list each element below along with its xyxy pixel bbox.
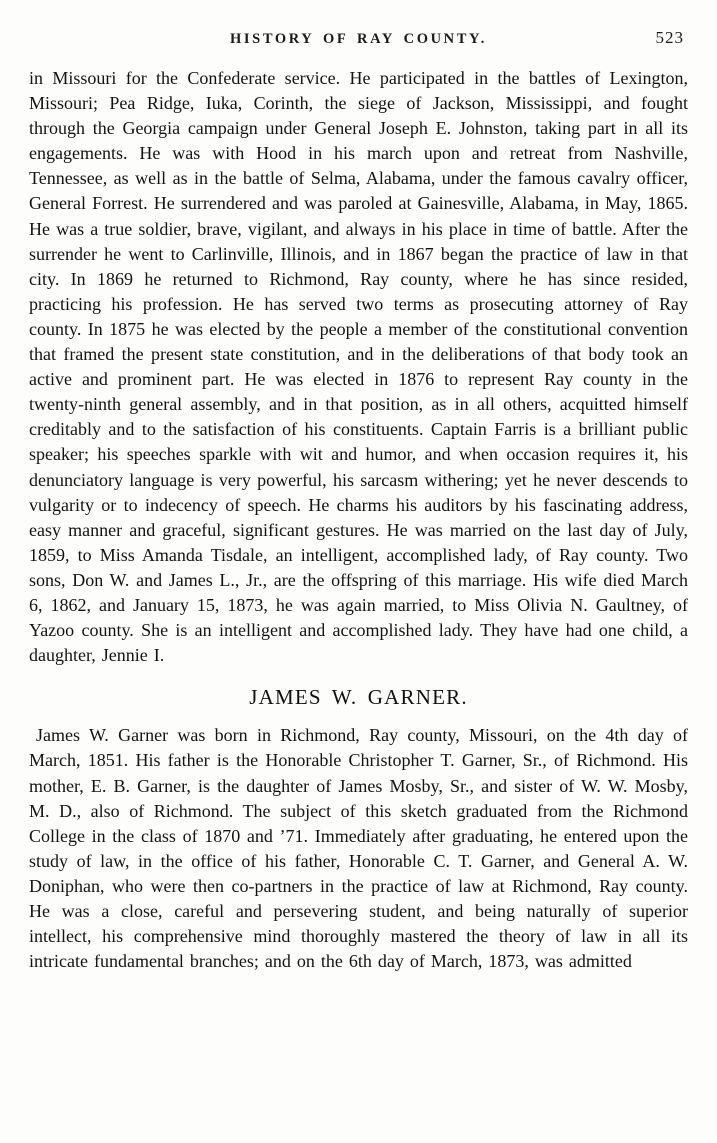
paragraph-farris-biography: in Missouri for the Confederate service. He participated in the battles of Lexington, Missouri; Pea Ridge, Iuka, Corinth, the siege of Jackson, Mississippi, and fought through the Georgia campaign under General Joseph E. Johnston, taking part in all its engagements. He was with Hood in his march upon and retreat from Nashville, Tennessee, as well as in the battle of Selma, Alabama, under the famous cavalry officer, General Forrest. He surrendered and was paroled at Gainesville, Alabama, in May, 1865. He was a true soldier, brave, vigilant, and always in his place in time of battle. After the surrender he went to Carlinville, Illinois, and in 1867 began the practice of law in that city. In 1869 he returned to Richmond, Ray county, where he has since resided, practicing his profession. He has served two terms as prosecuting attorney of Ray county. In 1875 he was elected by the people a member of the constitutional convention that framed the present state constitution, and in the deliberations of that body took an active and prominent part. He was elected in 1876 to represent Ray county in the twenty-ninth general assembly, and in that position, as in all others, acquitted himself creditably and to the satisfaction of his constituents. Captain Farris is a brilliant public speaker; his speeches sparkle with wit and humor, and when occasion requires it, his denunciatory language is very powerful, his sarcasm withering; yet he never descends to vulgarity or to indecency of speech. He charms his auditors by his fascinating address, easy manner and graceful, significant gestures. He was married on the last day of July, 1859, to Miss Amanda Tisdale, an intelligent, accomplished lady, of Ray county. Two sons, Don W. and James L., Jr., are the offspring of this marriage. His wife died March 6, 1862, and January 15, 1873, he was again married, to Miss Olivia N. Gaultney, of Yazoo county. She is an intelligent and accomplished lady. They have had one child, a daughter, Jennie I. (29, 68, 688, 666)
page-body (29, 66, 688, 974)
section-heading-james-w-garner: JAMES W. GARNER. (249, 685, 468, 710)
header-title: HISTORY OF RAY COUNTY. (230, 31, 487, 47)
running-header (29, 28, 688, 52)
page-number: 523 (655, 28, 684, 47)
paragraph-garner-biography: James W. Garner was born in Richmond, Ray county, Missouri, on the 4th day of March, 1851. His father is the Honorable Christopher T. Garner, Sr., of Richmond. His mother, E. B. Garner, is the daughter of James Mosby, Sr., and sister of W. W. Mosby, M. D., also of Richmond. The subject of this sketch graduated from the Richmond College in the class of 1870 and ’71. Immediately after graduating, he entered upon the study of law, in the office of his father, Honorable C. T. Garner, and General A. W. Doniphan, who were then co-partners in the practice of law at Richmond, Ray county. He was a close, careful and persevering student, and being naturally of superior intellect, his comprehensive mind thoroughly mastered the theory of law in all its intricate fundamental branches; and on the 6th day of March, 1873, was admitted (29, 725, 688, 972)
